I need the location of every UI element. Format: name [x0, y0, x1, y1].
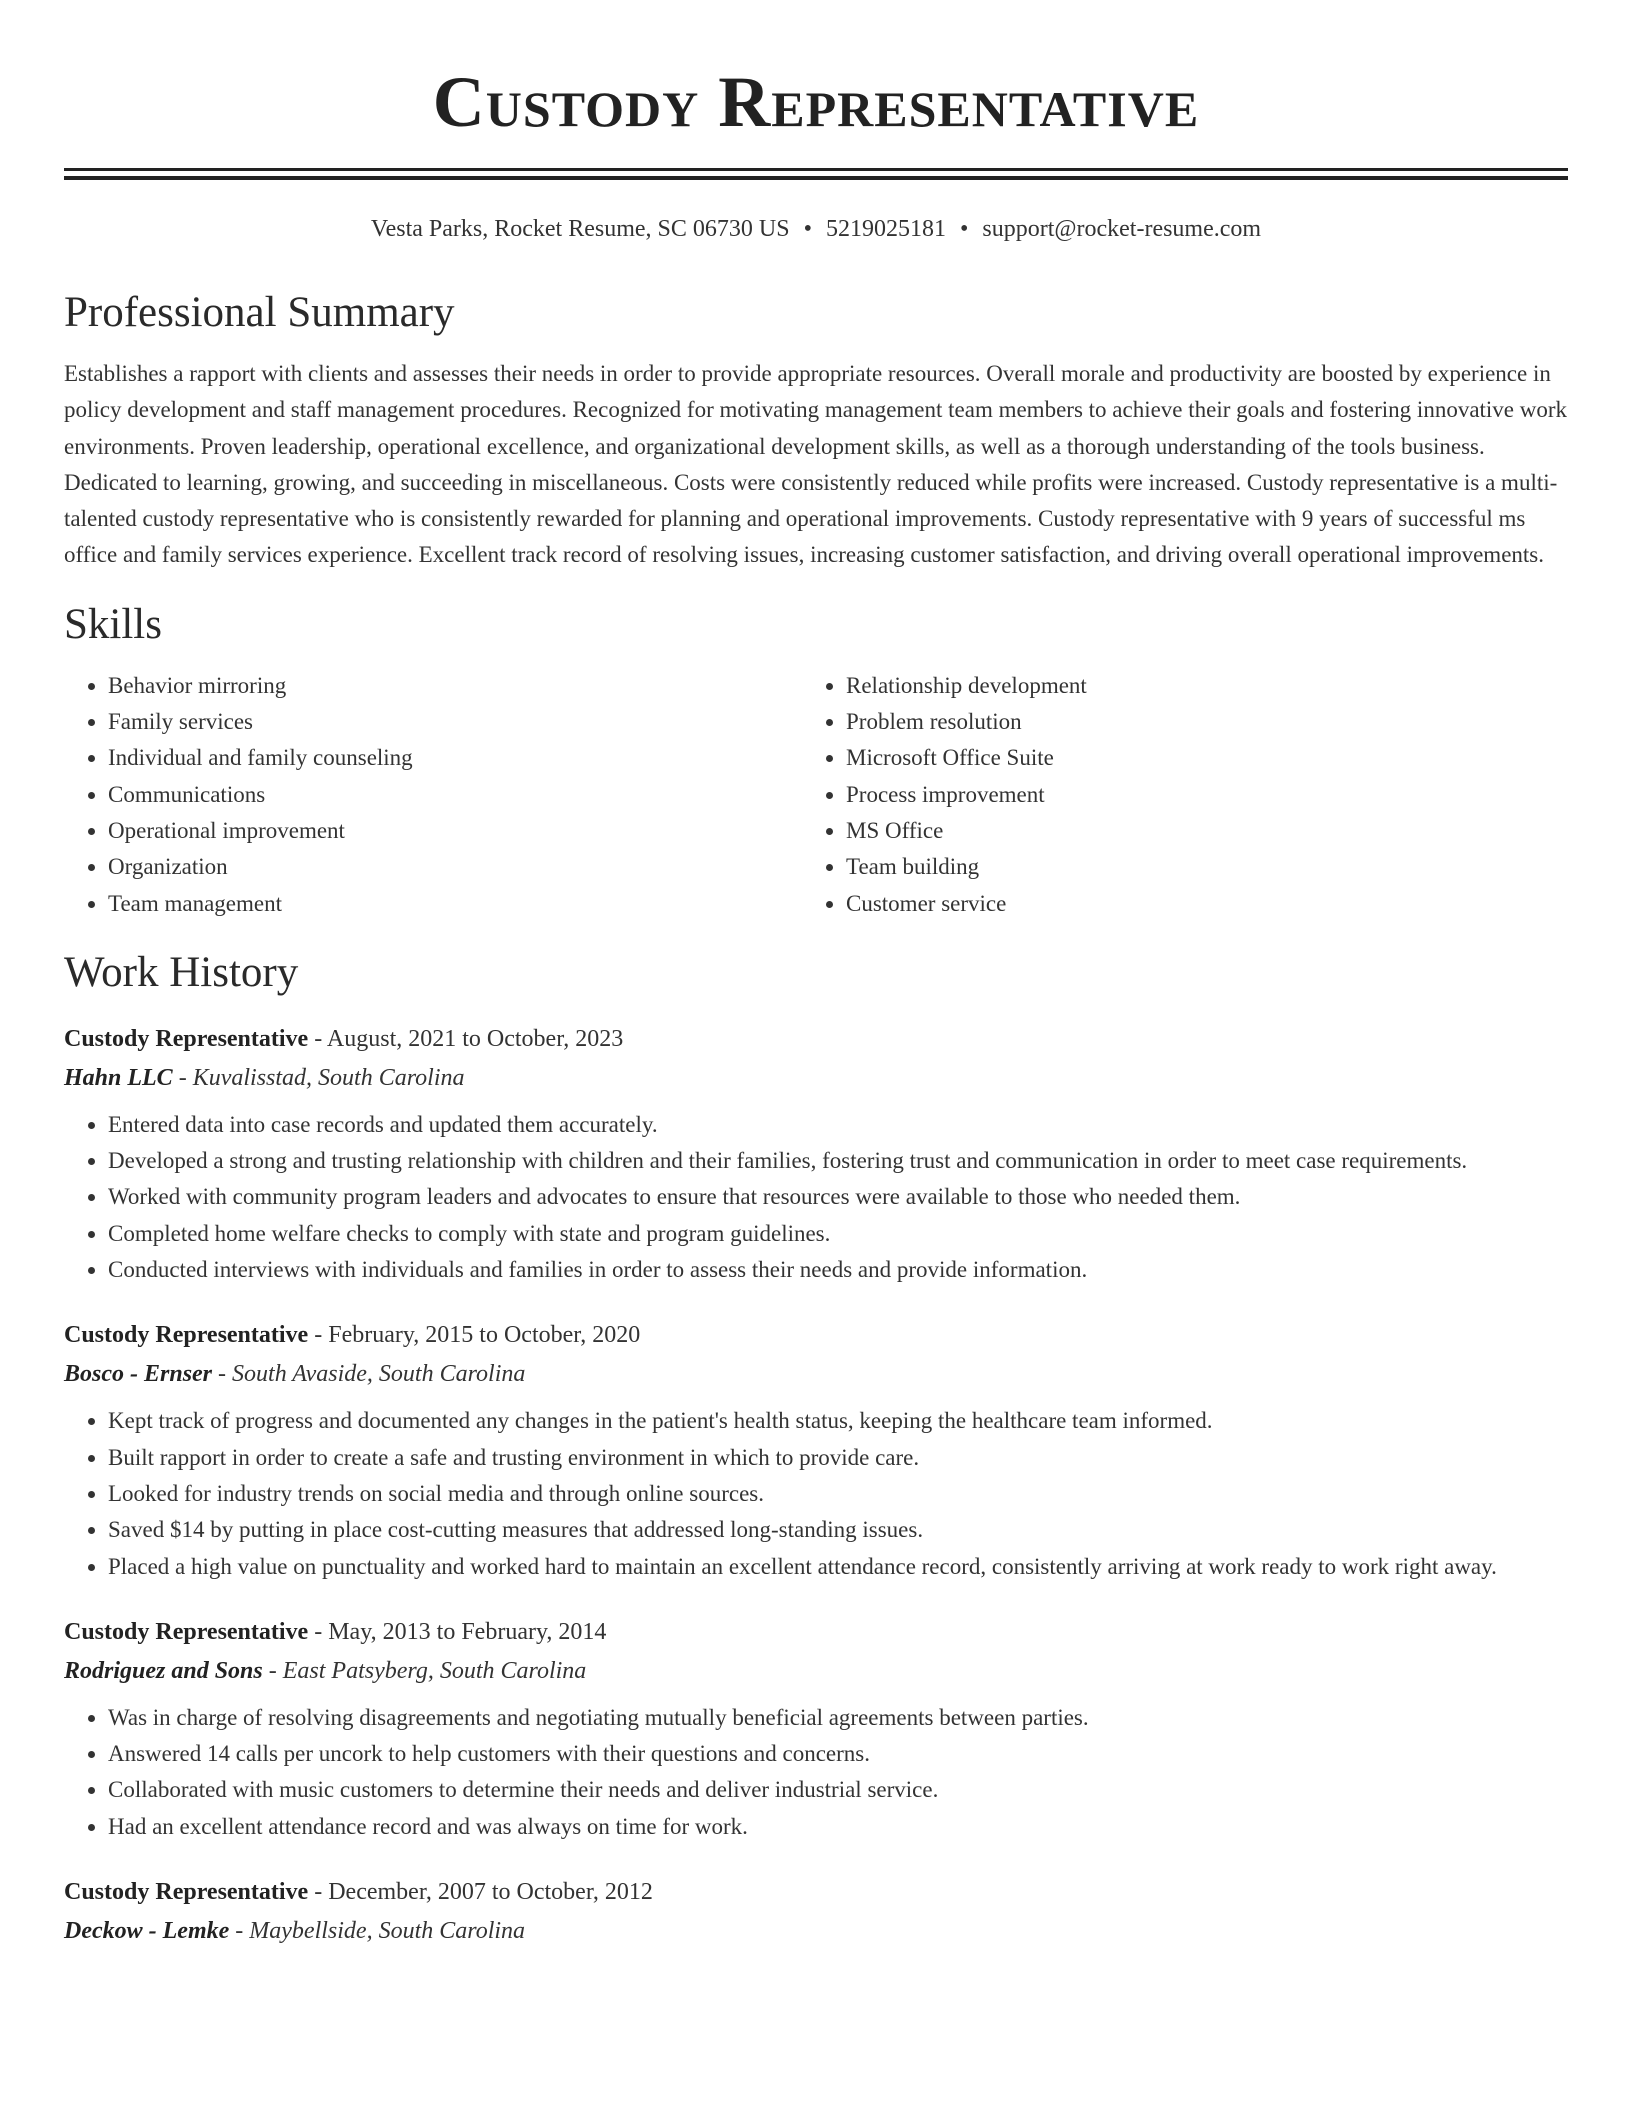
job-bullets — [64, 1700, 1568, 1845]
skills-column-right — [802, 668, 1562, 922]
skill-item: • Family services — [108, 704, 762, 740]
job-bullet: • Was in charge of resolving disagreements and negotiating mutually beneficial agreements between parties. — [108, 1700, 1568, 1736]
skill-item: • MS Office — [846, 813, 1562, 849]
skill-item: • Process improvement — [846, 777, 1562, 813]
job-location: East Patsyberg, South Carolina — [282, 1657, 587, 1684]
job-title: Custody Representative — [64, 1025, 309, 1052]
job-entry — [64, 1615, 1568, 1845]
skills-heading: Skills — [64, 600, 162, 648]
skill-item: • Team management — [108, 886, 762, 922]
skills-column-left — [64, 668, 762, 922]
job-bullets — [64, 1107, 1568, 1288]
job-employer: Rodriguez and Sons - East Patsyberg, South Carolina — [64, 1657, 587, 1684]
job-header: Custody Representative - February, 2015 to October, 2020 — [64, 1322, 641, 1349]
job-bullet: • Built rapport in order to create a safe and trusting environment in which to provide care. — [108, 1440, 1568, 1476]
job-bullet: • Kept track of progress and documented any changes in the patient's health status, keeping the healthcare team informed. — [108, 1403, 1568, 1439]
job-location: South Avaside, South Carolina — [232, 1361, 526, 1388]
contact-address: Vesta Parks, Rocket Resume, SC 06730 US — [370, 216, 790, 242]
job-bullets — [64, 1403, 1568, 1584]
job-dates: May, 2013 to February, 2014 — [328, 1618, 607, 1645]
job-title: Custody Representative — [64, 1618, 309, 1645]
job-location: Maybellside, South Carolina — [249, 1918, 526, 1945]
skill-item: • Behavior mirroring — [108, 668, 762, 704]
job-bullet: • Conducted interviews with individuals and families in order to assess their needs and provide information. — [108, 1252, 1568, 1288]
summary-text: Establishes a rapport with clients and assesses their needs in order to provide appropriate resources. Overall morale and productivity are boosted by experience in policy development and staff management procedures. Recognized for motivating management team members to achieve their goals and fostering innovative work environments. Proven leadership, operational excellence, and organizational development skills, as well as a thorough understanding of the tools business. Dedicated to learning, growing, and succeeding in miscellaneous. Costs were consistently reduced while profits were increased. Custody representative is a multi-talented custody representative who is consistently rewarded for planning and operational improvements. Custody representative with 9 years of successful ms office and family services experience. Excellent track record of resolving issues, increasing customer satisfaction, and driving overall operational improvements. — [64, 361, 1568, 568]
contact-line — [64, 214, 1568, 244]
skill-item: • Individual and family counseling — [108, 740, 762, 776]
job-employer: Deckow - Lemke - Maybellside, South Carolina — [64, 1918, 526, 1945]
job-entry — [64, 1022, 1568, 1288]
job-bullet: • Completed home welfare checks to comply with state and program guidelines. — [108, 1216, 1568, 1252]
summary-heading: Professional Summary — [64, 289, 455, 336]
skill-item: • Microsoft Office Suite — [846, 740, 1562, 776]
job-entry — [64, 1318, 1568, 1584]
job-bullet: • Answered 14 calls per uncork to help customers with their questions and concerns. — [108, 1736, 1568, 1772]
job-bullet: • Entered data into case records and updated them accurately. — [108, 1107, 1568, 1143]
resume-title: Custody Representative — [432, 62, 1200, 142]
skill-item: • Operational improvement — [108, 813, 762, 849]
job-bullet: • Placed a high value on punctuality and worked hard to maintain an excellent attendance record, consistently arriving at work ready to work right away. — [108, 1549, 1568, 1585]
skill-item: • Relationship development — [846, 668, 1562, 704]
contact-separator: • — [959, 216, 969, 242]
job-dates: August, 2021 to October, 2023 — [326, 1025, 624, 1052]
job-dates: December, 2007 to October, 2012 — [328, 1879, 653, 1906]
job-company: Deckow - Lemke — [64, 1918, 230, 1945]
contact-email: support@rocket-resume.com — [982, 216, 1262, 242]
job-company: Hahn LLC — [64, 1064, 173, 1091]
job-bullet: • Had an excellent attendance record and was always on time for work. — [108, 1809, 1568, 1845]
contact-phone: 5219025181 — [825, 216, 946, 242]
skill-item: • Organization — [108, 849, 762, 885]
job-company: Rodriguez and Sons — [64, 1657, 263, 1684]
job-header: Custody Representative - May, 2013 to February, 2014 — [64, 1618, 607, 1645]
title-rule-top — [64, 168, 1568, 171]
skill-item: • Problem resolution — [846, 704, 1562, 740]
job-company: Bosco - Ernser — [64, 1361, 213, 1388]
skill-item: • Customer service — [846, 886, 1562, 922]
skill-item: • Communications — [108, 777, 762, 813]
work-history-heading: Work History — [64, 948, 299, 996]
job-entry — [64, 1875, 1568, 1948]
job-employer: Hahn LLC - Kuvalisstad, South Carolina — [64, 1064, 465, 1091]
job-header: Custody Representative - December, 2007 to October, 2012 — [64, 1879, 653, 1906]
job-header: Custody Representative - August, 2021 to October, 2023 — [64, 1025, 624, 1052]
contact-separator: • — [803, 216, 812, 242]
skills-list — [64, 668, 1568, 922]
job-bullet: • Looked for industry trends on social media and through online sources. — [108, 1476, 1568, 1512]
skill-item: • Team building — [846, 849, 1562, 885]
job-employer: Bosco - Ernser - South Avaside, South Carolina — [64, 1361, 526, 1388]
job-dates: February, 2015 to October, 2020 — [328, 1322, 641, 1349]
job-bullet: • Developed a strong and trusting relationship with children and their families, fostering trust and communication in order to meet case requirements. — [108, 1143, 1568, 1179]
job-bullet: • Saved $14 by putting in place cost-cutting measures that addressed long-standing issues. — [108, 1512, 1568, 1548]
job-title: Custody Representative — [64, 1322, 309, 1349]
job-location: Kuvalisstad, South Carolina — [192, 1064, 465, 1091]
title-rule-bottom — [64, 176, 1568, 180]
job-title: Custody Representative — [64, 1879, 309, 1906]
resume-page — [64, 0, 1568, 1948]
job-bullet: • Collaborated with music customers to determine their needs and deliver industrial service. — [108, 1772, 1568, 1808]
job-bullet: • Worked with community program leaders and advocates to ensure that resources were available to those who needed them. — [108, 1179, 1568, 1215]
